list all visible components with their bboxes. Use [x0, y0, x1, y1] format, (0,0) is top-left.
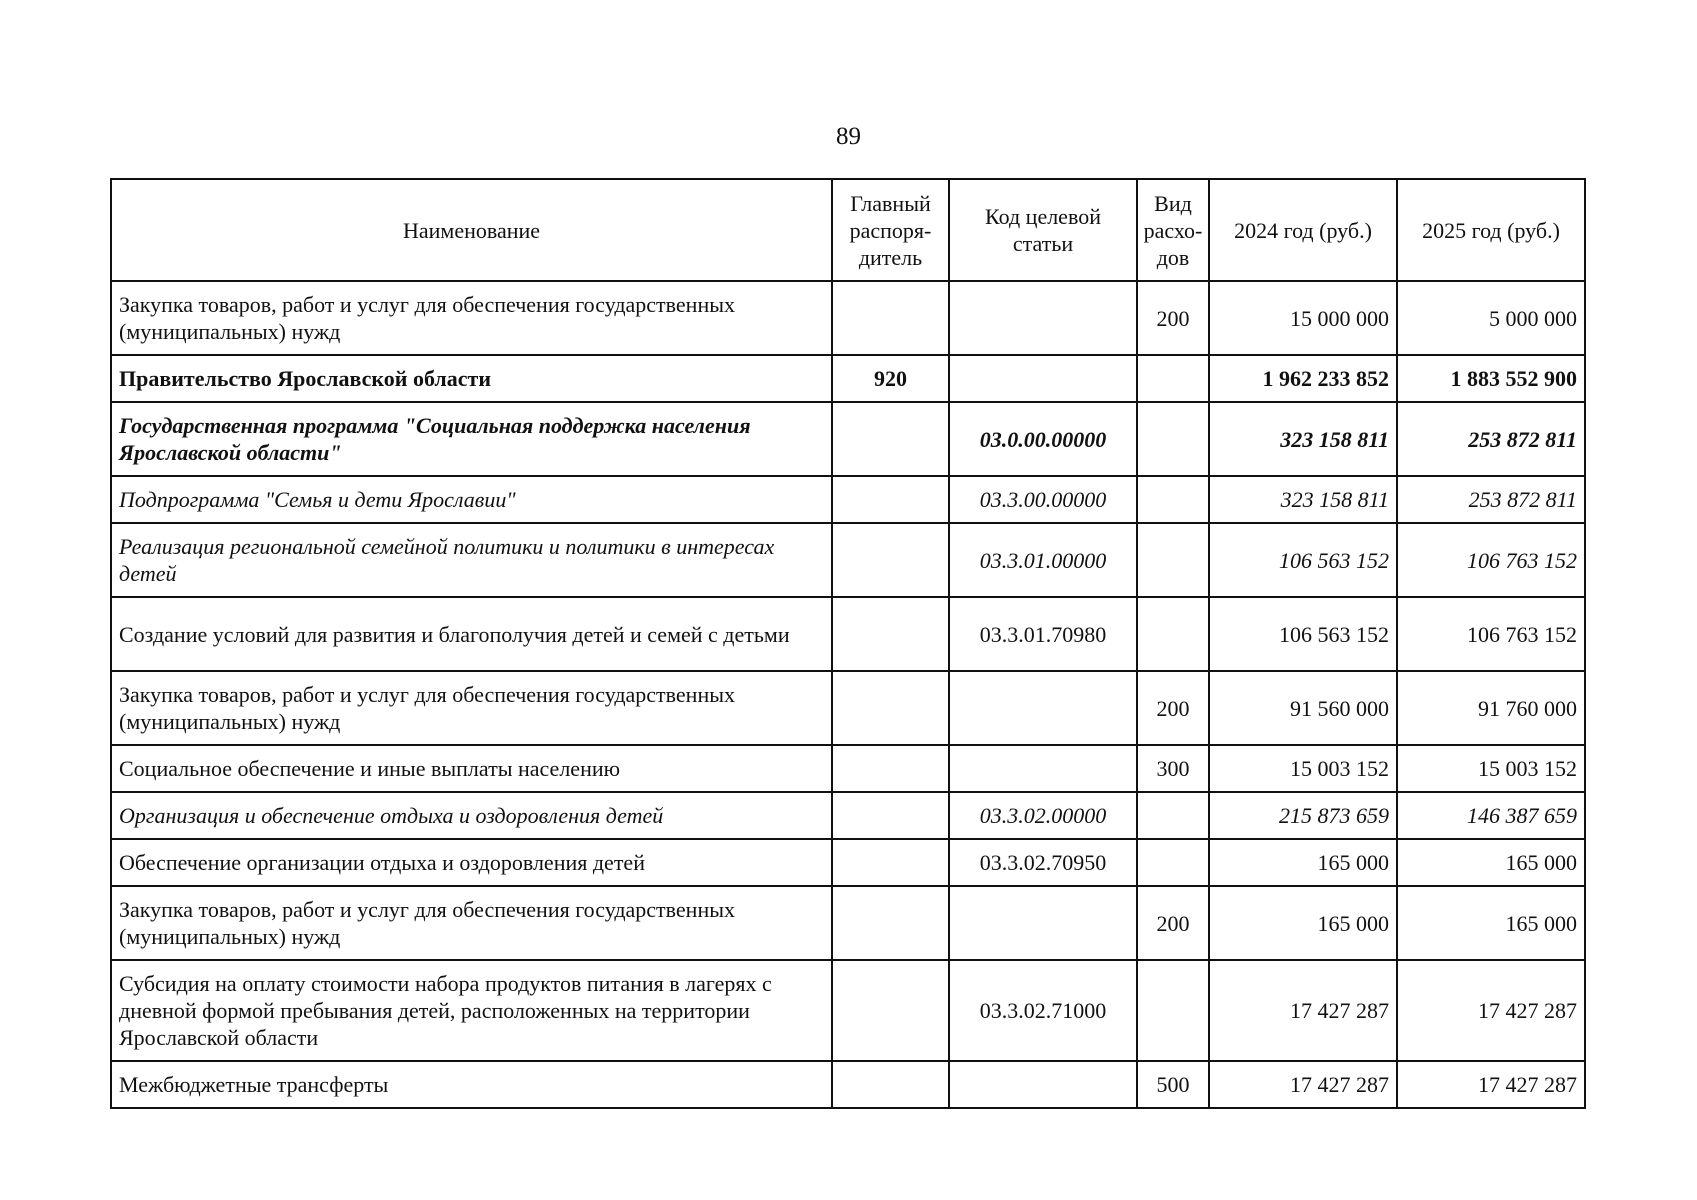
row-type: 200 — [1137, 281, 1209, 355]
row-type: 500 — [1137, 1061, 1209, 1108]
row-2024: 106 563 152 — [1209, 523, 1397, 597]
row-2025: 17 427 287 — [1397, 1061, 1585, 1108]
row-2025: 253 872 811 — [1397, 402, 1585, 476]
row-name: Государственная программа "Социальная поддержка населения Ярославской области" — [111, 402, 832, 476]
row-type — [1137, 597, 1209, 671]
row-name: Правительство Ярославской области — [111, 355, 832, 402]
row-2024: 323 158 811 — [1209, 402, 1397, 476]
header-2024: 2024 год (руб.) — [1209, 179, 1397, 281]
table-row — [111, 745, 1585, 792]
row-2024: 91 560 000 — [1209, 671, 1397, 745]
row-code: 03.3.01.70980 — [949, 597, 1137, 671]
row-2024: 17 427 287 — [1209, 1061, 1397, 1108]
row-type — [1137, 402, 1209, 476]
row-admin — [832, 671, 949, 745]
row-name: Закупка товаров, работ и услуг для обеспечения государственных (муниципальных) нужд — [111, 886, 832, 960]
row-2024: 1 962 233 852 — [1209, 355, 1397, 402]
row-admin — [832, 281, 949, 355]
page-number: 89 — [836, 123, 861, 150]
table-row — [111, 523, 1585, 597]
table-row — [111, 476, 1585, 523]
row-2024: 323 158 811 — [1209, 476, 1397, 523]
row-type — [1137, 839, 1209, 886]
table-row — [111, 355, 1585, 402]
row-2024: 15 000 000 — [1209, 281, 1397, 355]
row-admin — [832, 402, 949, 476]
row-type — [1137, 792, 1209, 839]
row-name: Обеспечение организации отдыха и оздоровления детей — [111, 839, 832, 886]
row-code: 03.3.02.00000 — [949, 792, 1137, 839]
row-name: Организация и обеспечение отдыха и оздоровления детей — [111, 792, 832, 839]
row-2024: 215 873 659 — [1209, 792, 1397, 839]
row-type: 200 — [1137, 671, 1209, 745]
row-code: 03.3.02.70950 — [949, 839, 1137, 886]
row-name: Межбюджетные трансферты — [111, 1061, 832, 1108]
row-2025: 253 872 811 — [1397, 476, 1585, 523]
row-admin — [832, 960, 949, 1061]
row-code — [949, 745, 1137, 792]
table-row — [111, 886, 1585, 960]
table-row — [111, 1061, 1585, 1108]
row-admin — [832, 597, 949, 671]
budget-table — [110, 178, 1586, 1109]
table-row — [111, 792, 1585, 839]
row-2024: 106 563 152 — [1209, 597, 1397, 671]
row-admin — [832, 745, 949, 792]
row-2025: 106 763 152 — [1397, 523, 1585, 597]
header-admin: Главный распоря-дитель — [832, 179, 949, 281]
row-admin — [832, 1061, 949, 1108]
row-2025: 17 427 287 — [1397, 960, 1585, 1061]
row-name: Создание условий для развития и благополучия детей и семей с детьми — [111, 597, 832, 671]
row-name: Субсидия на оплату стоимости набора продуктов питания в лагерях с дневной формой пребывания детей, расположенных на территории Ярославской области — [111, 960, 832, 1061]
row-name: Закупка товаров, работ и услуг для обеспечения государственных (муниципальных) нужд — [111, 671, 832, 745]
row-2024: 17 427 287 — [1209, 960, 1397, 1061]
row-2024: 165 000 — [1209, 886, 1397, 960]
row-name: Социальное обеспечение и иные выплаты населению — [111, 745, 832, 792]
table-row — [111, 839, 1585, 886]
row-code: 03.0.00.00000 — [949, 402, 1137, 476]
row-2025: 1 883 552 900 — [1397, 355, 1585, 402]
row-code — [949, 886, 1137, 960]
row-admin — [832, 523, 949, 597]
row-type: 200 — [1137, 886, 1209, 960]
header-code: Код целевой статьи — [949, 179, 1137, 281]
header-type: Вид расхо-дов — [1137, 179, 1209, 281]
row-type — [1137, 355, 1209, 402]
row-type — [1137, 523, 1209, 597]
row-2025: 15 003 152 — [1397, 745, 1585, 792]
table-row — [111, 960, 1585, 1061]
row-code — [949, 281, 1137, 355]
row-2025: 106 763 152 — [1397, 597, 1585, 671]
row-2025: 146 387 659 — [1397, 792, 1585, 839]
row-code: 03.3.00.00000 — [949, 476, 1137, 523]
row-admin — [832, 792, 949, 839]
row-type — [1137, 960, 1209, 1061]
row-code — [949, 355, 1137, 402]
row-2025: 165 000 — [1397, 839, 1585, 886]
row-type — [1137, 476, 1209, 523]
row-2024: 165 000 — [1209, 839, 1397, 886]
row-name: Закупка товаров, работ и услуг для обеспечения государственных (муниципальных) нужд — [111, 281, 832, 355]
table-row — [111, 597, 1585, 671]
row-code: 03.3.01.00000 — [949, 523, 1137, 597]
row-admin — [832, 476, 949, 523]
table-row — [111, 281, 1585, 355]
row-2025: 5 000 000 — [1397, 281, 1585, 355]
row-code: 03.3.02.71000 — [949, 960, 1137, 1061]
row-admin — [832, 839, 949, 886]
row-2025: 91 760 000 — [1397, 671, 1585, 745]
header-name: Наименование — [111, 179, 832, 281]
row-code — [949, 1061, 1137, 1108]
row-name: Подпрограмма "Семья и дети Ярославии" — [111, 476, 832, 523]
row-2025: 165 000 — [1397, 886, 1585, 960]
row-admin: 920 — [832, 355, 949, 402]
row-code — [949, 671, 1137, 745]
row-name: Реализация региональной семейной политики и политики в интересах детей — [111, 523, 832, 597]
header-2025: 2025 год (руб.) — [1397, 179, 1585, 281]
row-type: 300 — [1137, 745, 1209, 792]
row-admin — [832, 886, 949, 960]
row-2024: 15 003 152 — [1209, 745, 1397, 792]
table-row — [111, 671, 1585, 745]
table-row — [111, 402, 1585, 476]
table-header-row — [111, 179, 1585, 281]
